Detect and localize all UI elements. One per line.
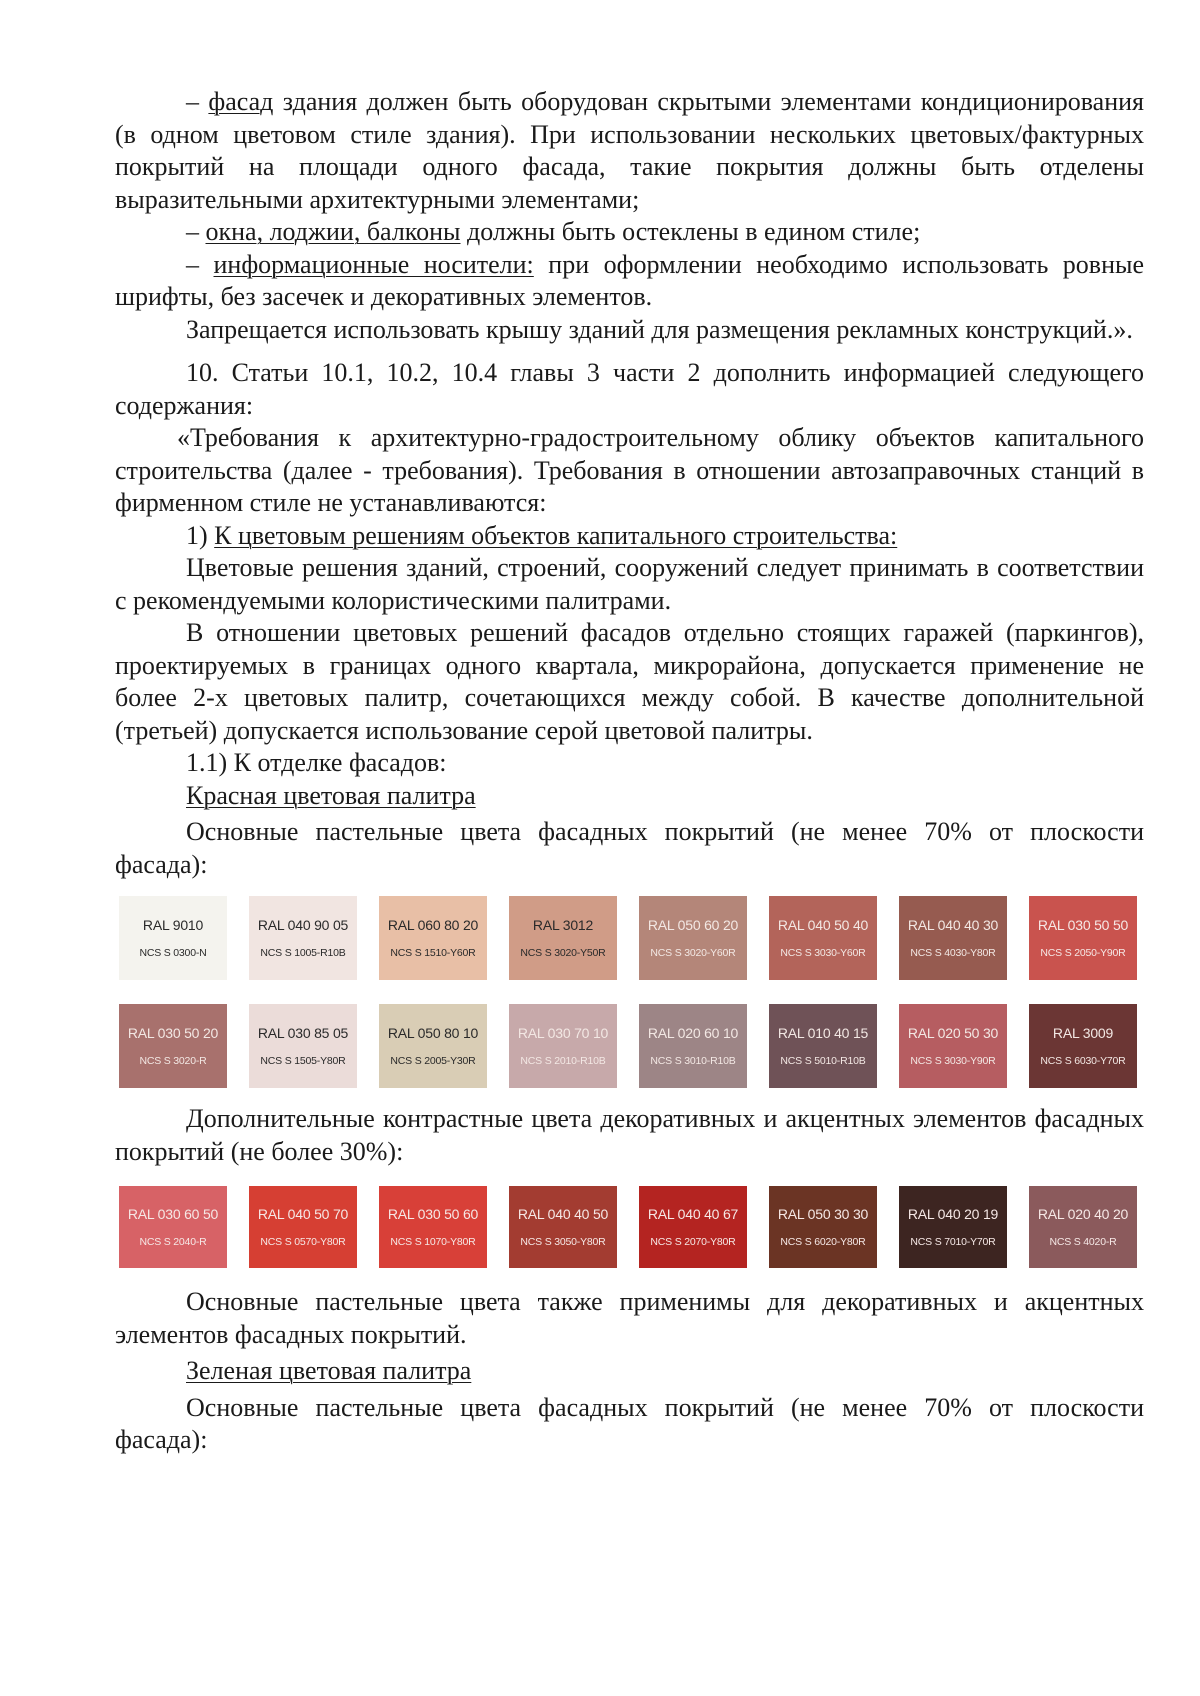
swatch-ral-code: RAL 040 40 50: [517, 1206, 609, 1222]
color-swatch: [899, 1186, 1007, 1268]
color-swatch: [769, 1186, 877, 1268]
swatch-ral-code: RAL 3012: [532, 917, 594, 933]
swatch-ncs-code: NCS S 2040-R: [139, 1236, 207, 1248]
red-extra-swatches-row: [119, 1186, 1144, 1268]
swatch-ral-code: RAL 040 50 40: [777, 917, 869, 933]
color-swatch: [769, 1004, 877, 1088]
color-swatch: [119, 1186, 227, 1268]
color-swatch: [119, 896, 227, 980]
swatch-ncs-code: NCS S 4030-Y80R: [910, 947, 996, 959]
color-swatch: [639, 1186, 747, 1268]
paragraph-text: здания должен быть оборудован скрытыми элементами кондиционирования (в одном цветовом стиле здания). При использовании нескольких цветовых/фактурных покрытий на площади одного фасада, такие покрытия должны быть отделены выразительными архитектурными элементами;: [115, 87, 1144, 214]
swatch-ral-code: RAL 040 40 30: [907, 917, 999, 933]
swatch-ral-code: RAL 050 80 10: [387, 1025, 479, 1041]
paragraph-color-palettes: Цветовые решения зданий, строений, сооружений следует принимать в соответствии с рекомендуемыми колористическими палитрами.: [115, 553, 1144, 615]
swatch-ncs-code: NCS S 1070-Y80R: [390, 1236, 476, 1248]
red-palette-title: Красная цветовая палитра: [186, 780, 476, 810]
swatch-ncs-code: NCS S 1505-Y80R: [260, 1055, 346, 1067]
swatch-ncs-code: NCS S 0300-N: [139, 947, 207, 959]
term-windows: окна, лоджии, балконы: [205, 217, 461, 246]
swatch-ncs-code: NCS S 4020-R: [1049, 1236, 1117, 1248]
color-swatch: [639, 896, 747, 980]
swatch-ncs-code: NCS S 6020-Y80R: [780, 1236, 866, 1248]
swatch-ral-code: RAL 010 40 15: [777, 1025, 869, 1041]
term-facade: фасад: [208, 87, 274, 116]
color-swatch: [509, 1186, 617, 1268]
swatch-ral-code: RAL 030 50 50: [1037, 917, 1129, 933]
paragraph-windows: [115, 216, 1144, 249]
term-info-carriers: информационные носители:: [213, 249, 534, 279]
paragraph-text: должны быть остеклены в едином стиле;: [460, 217, 921, 246]
swatch-ral-code: RAL 040 50 70: [257, 1206, 349, 1222]
color-swatch: [1029, 1186, 1137, 1268]
paragraph-facade-finish: 1.1) К отделке фасадов:: [186, 748, 447, 777]
swatch-ral-code: RAL 9010: [142, 917, 204, 933]
color-swatch: [119, 1004, 227, 1088]
paragraph-text: при оформлении необходимо использовать ровные шрифты, без засечек и декоративных элементов.: [115, 249, 1144, 311]
swatch-ral-code: RAL 030 85 05: [257, 1025, 349, 1041]
swatch-ncs-code: NCS S 2070-Y80R: [650, 1236, 736, 1248]
dash-marker: –: [186, 217, 206, 246]
color-swatch: [1029, 1004, 1137, 1088]
color-swatch: [509, 896, 617, 980]
swatch-ral-code: RAL 020 40 20: [1037, 1206, 1129, 1222]
swatch-ral-code: RAL 040 20 19: [907, 1206, 999, 1222]
dash-marker: –: [186, 87, 209, 116]
swatch-ral-code: RAL 060 80 20: [387, 917, 479, 933]
swatch-ral-code: RAL 050 30 30: [777, 1206, 869, 1222]
color-swatch: [249, 1186, 357, 1268]
swatch-ral-code: RAL 040 90 05: [257, 917, 349, 933]
dash-marker: –: [186, 249, 214, 279]
swatch-ral-code: RAL 040 40 67: [647, 1206, 739, 1222]
paragraph-roof-ban: Запрещается использовать крышу зданий для размещения рекламных конструкций.».: [186, 314, 1133, 344]
color-swatch: [1029, 896, 1137, 980]
color-swatch: [379, 896, 487, 980]
paragraph-requirements: «Требования к архитектурно-градостроительному облику объектов капитального строительства (далее - требования). Требования в отношении автозаправочных станций в фирменном стиле не устанавливаются:: [115, 423, 1144, 517]
color-swatch: [379, 1186, 487, 1268]
swatch-ncs-code: NCS S 3020-Y60R: [650, 947, 736, 959]
swatch-ncs-code: NCS S 2005-Y30R: [390, 1055, 476, 1067]
color-swatch: [899, 1004, 1007, 1088]
paragraph-facade: [115, 86, 1144, 216]
paragraph-item-10: 10. Статьи 10.1, 10.2, 10.4 главы 3 части 2 дополнить информацией следующего содержания:: [115, 358, 1144, 420]
swatch-ral-code: RAL 030 70 10: [517, 1025, 609, 1041]
swatch-ncs-code: NCS S 0570-Y80R: [260, 1236, 346, 1248]
swatch-ncs-code: NCS S 7010-Y70R: [910, 1236, 996, 1248]
paragraph-color-solutions-heading: [115, 520, 1144, 553]
swatch-ncs-code: NCS S 6030-Y70R: [1040, 1055, 1126, 1067]
swatch-ral-code: RAL 030 50 20: [127, 1025, 219, 1041]
swatch-ncs-code: NCS S 1510-Y60R: [390, 947, 476, 959]
swatch-ncs-code: NCS S 2010-R10B: [520, 1055, 606, 1067]
swatch-ral-code: RAL 020 50 30: [907, 1025, 999, 1041]
color-swatch: [509, 1004, 617, 1088]
swatch-ncs-code: NCS S 3030-Y60R: [780, 947, 866, 959]
swatch-ncs-code: NCS S 3020-Y50R: [520, 947, 606, 959]
term-color-solutions: К цветовым решениям объектов капитального строительства:: [214, 520, 898, 550]
swatch-ncs-code: NCS S 3030-Y90R: [910, 1055, 996, 1067]
red-palette-heading: [115, 780, 1144, 813]
swatch-ncs-code: NCS S 1005-R10B: [260, 947, 346, 959]
color-swatch: [249, 1004, 357, 1088]
swatch-ncs-code: NCS S 3010-R10B: [650, 1055, 736, 1067]
swatch-ncs-code: NCS S 2050-Y90R: [1040, 947, 1126, 959]
red-main-intro: Основные пастельные цвета фасадных покрытий (не менее 70% от плоскости фасада):: [115, 817, 1144, 879]
swatch-ncs-code: NCS S 3050-Y80R: [520, 1236, 606, 1248]
color-swatch: [639, 1004, 747, 1088]
list-number: 1): [186, 520, 215, 550]
green-palette-title: Зеленая цветовая палитра: [186, 1356, 472, 1385]
red-main-swatches-row-1: [119, 896, 1144, 980]
color-swatch: [769, 896, 877, 980]
swatch-ncs-code: NCS S 5010-R10B: [780, 1055, 866, 1067]
color-swatch: [249, 896, 357, 980]
red-main-swatches-row-2: [119, 1004, 1144, 1088]
swatch-ncs-code: NCS S 3020-R: [139, 1055, 207, 1067]
red-extra-intro: Дополнительные контрастные цвета декоративных и акцентных элементов фасадных покрытий (не более 30%):: [115, 1104, 1144, 1166]
color-swatch: [379, 1004, 487, 1088]
swatch-ral-code: RAL 030 50 60: [387, 1206, 479, 1222]
swatch-ral-code: RAL 020 60 10: [647, 1025, 739, 1041]
document-page: [115, 86, 1144, 1457]
green-main-intro: Основные пастельные цвета фасадных покрытий (не менее 70% от плоскости фасада):: [115, 1392, 1144, 1454]
paragraph-garages: В отношении цветовых решений фасадов отдельно стоящих гаражей (паркингов), проектируемых в границах одного квартала, микрорайона, допускается применение не более 2-х цветовых палитр, сочетающихся между собой. В качестве дополнительной (третьей) допускается использование серой цветовой палитры.: [115, 618, 1144, 745]
color-swatch: [899, 896, 1007, 980]
swatch-ral-code: RAL 050 60 20: [647, 917, 739, 933]
swatch-ral-code: RAL 030 60 50: [127, 1206, 219, 1222]
green-palette-heading: [115, 1355, 1144, 1388]
red-note: Основные пастельные цвета также применимы для декоративных и акцентных элементов фасадных покрытий.: [115, 1287, 1144, 1349]
swatch-ral-code: RAL 3009: [1052, 1025, 1114, 1041]
paragraph-info-carriers: [115, 249, 1144, 314]
